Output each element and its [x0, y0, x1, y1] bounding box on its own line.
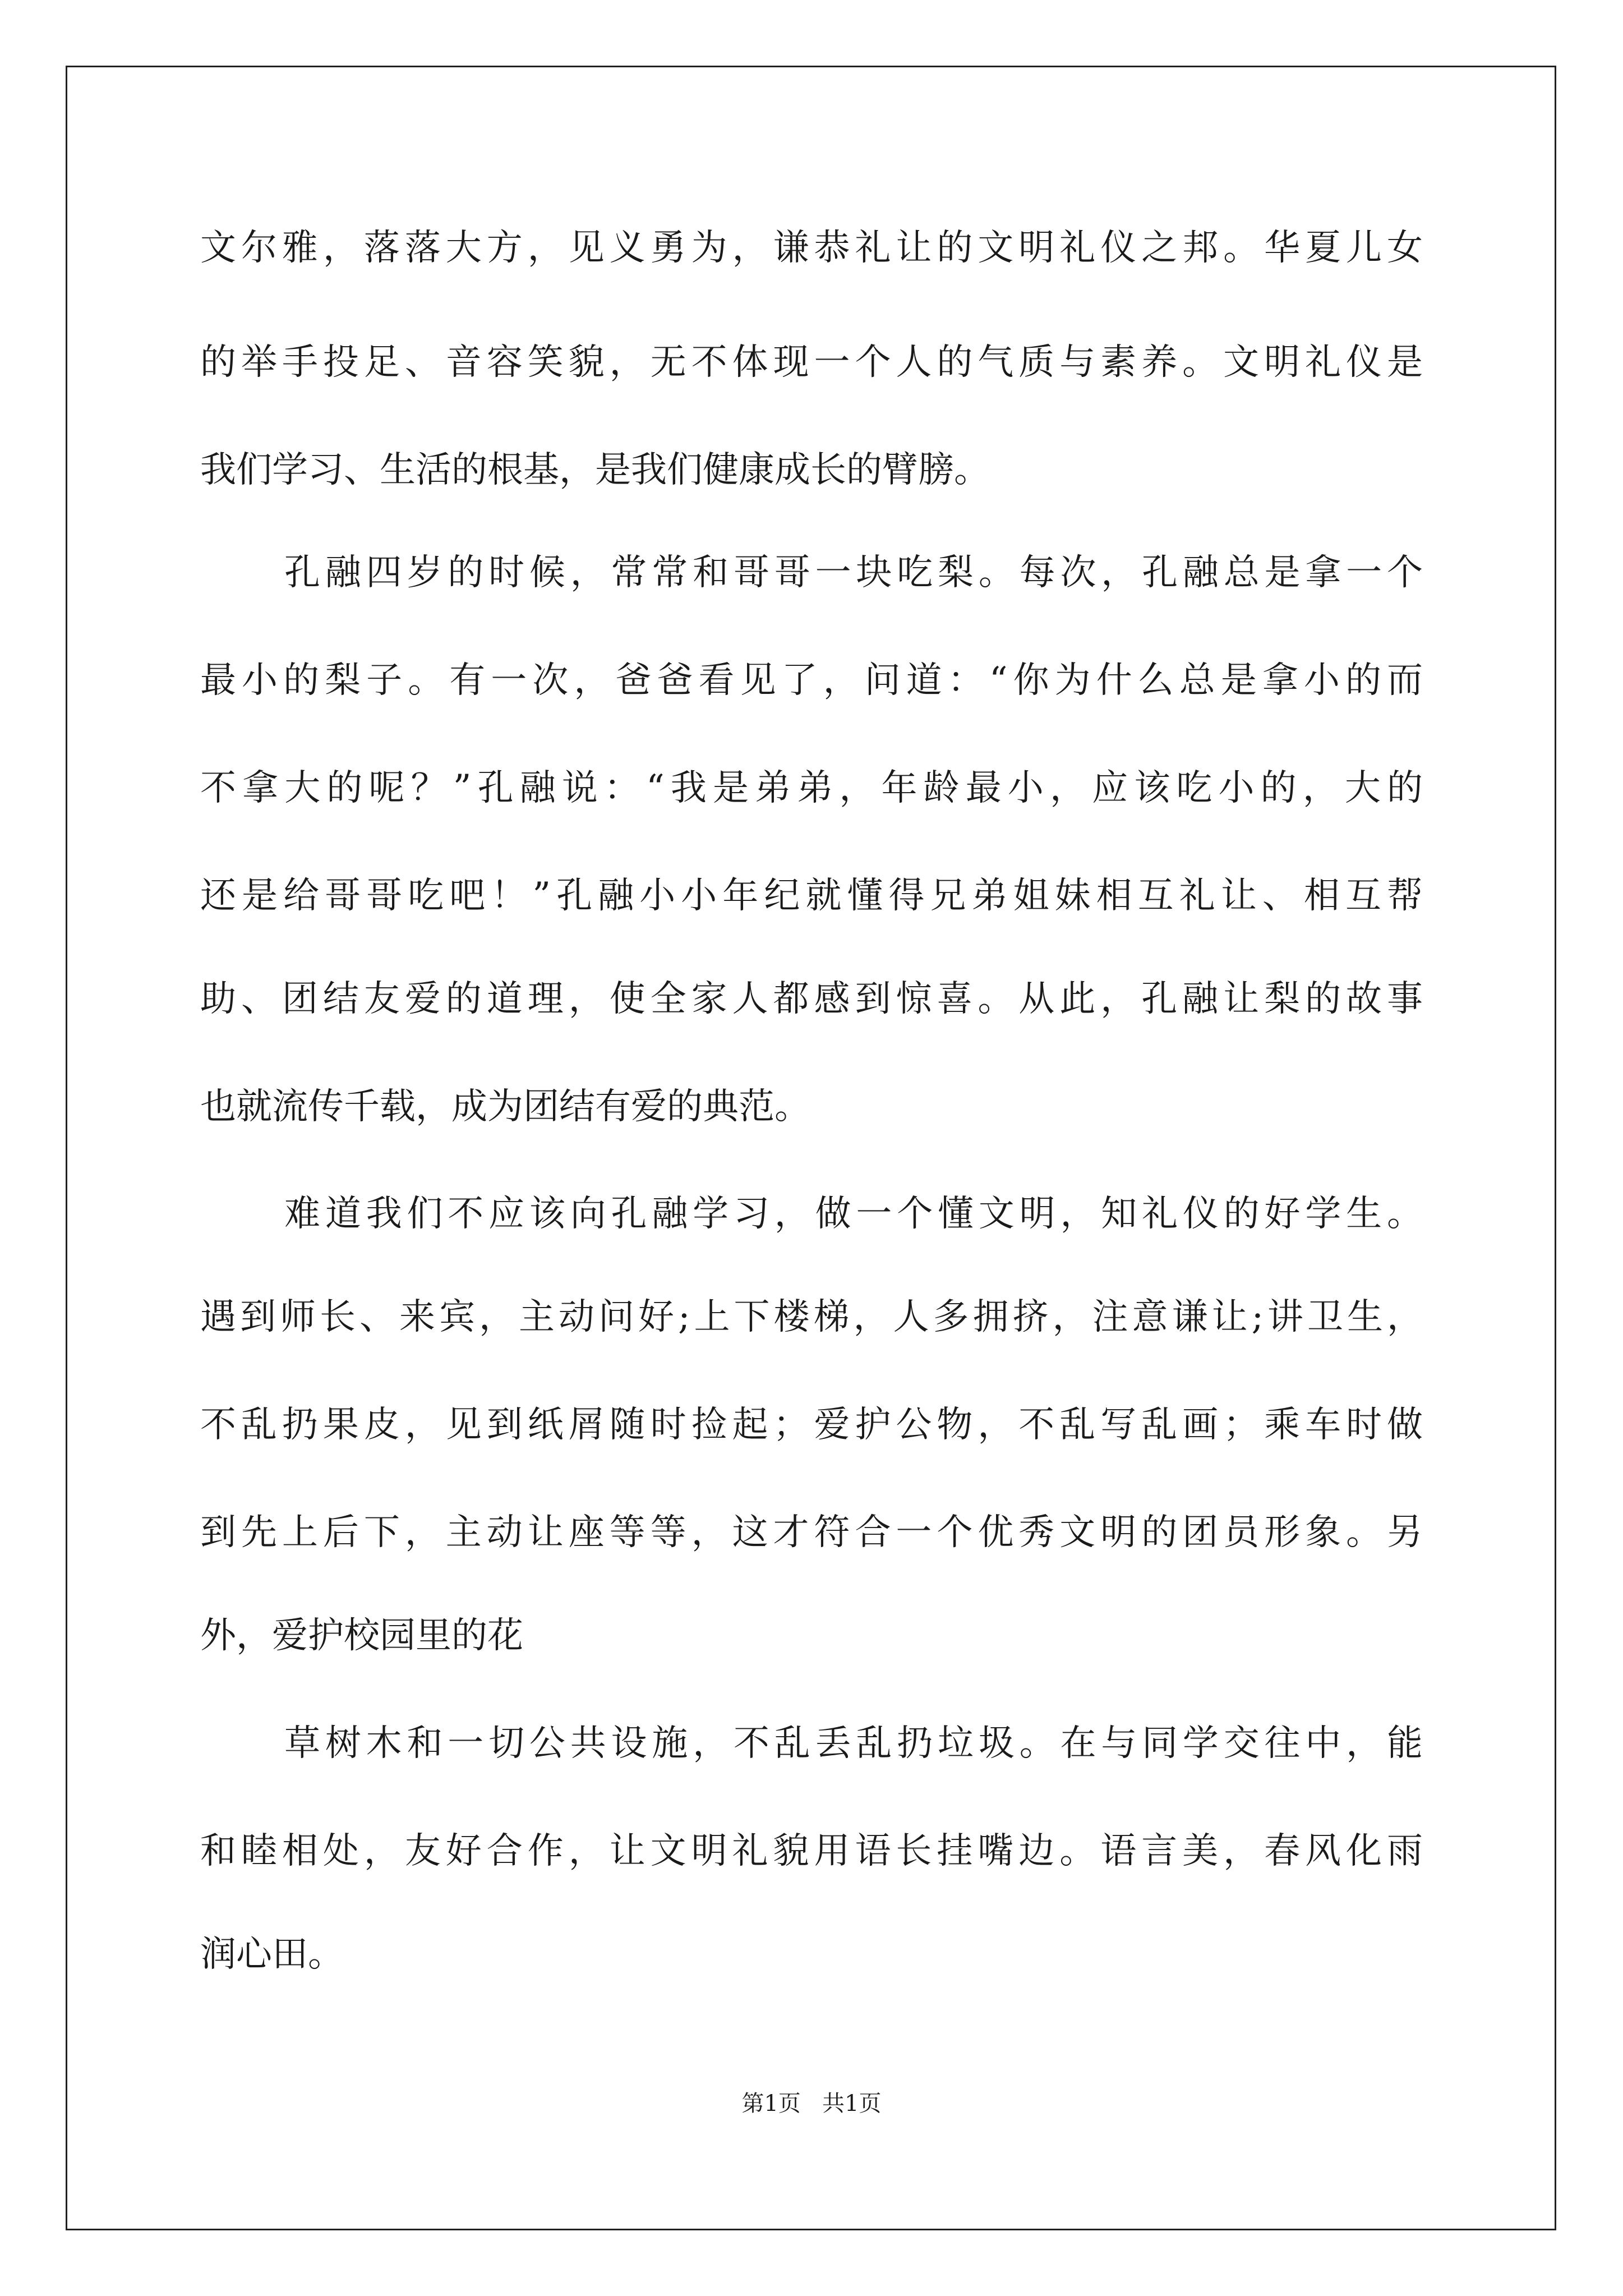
text-line: 不乱扔果皮，见到纸屑随时捡起；爱护公物，不乱写乱画；乘车时做: [200, 1404, 1423, 1446]
text-line: 我们学习、生活的根基，是我们健康成长的臂膀。: [200, 449, 990, 491]
text-line: 助、团结友爱的道理，使全家人都感到惊喜。从此，孔融让梨的故事: [200, 978, 1423, 1020]
text-line: 外，爱护校园里的花: [200, 1615, 523, 1657]
text-line: 也就流传千载，成为团结有爱的典范。: [200, 1086, 810, 1128]
page-border: [66, 66, 1556, 2230]
text-line: 文尔雅，落落大方，见义勇为，谦恭礼让的文明礼仪之邦。华夏儿女: [200, 227, 1423, 269]
paragraph-first-line: 难道我们不应该向孔融学习，做一个懂文明，知礼仪的好学生。: [284, 1193, 1423, 1235]
text-line: 遇到师长、来宾，主动问好;上下楼梯，人多拥挤，注意谦让;讲卫生，: [200, 1296, 1423, 1338]
text-line: 到先上后下，主动让座等等，这才符合一个优秀文明的团员形象。另: [200, 1512, 1423, 1553]
text-line: 不拿大的呢？”孔融说：“我是弟弟，年龄最小，应该吃小的，大的: [200, 767, 1423, 809]
text-line: 和睦相处，友好合作，让文明礼貌用语长挂嘴边。语言美，春风化雨: [200, 1830, 1423, 1872]
text-line: 还是给哥哥吃吧！”孔融小小年纪就懂得兄弟姐妹相互礼让、相互帮: [200, 875, 1423, 917]
page-footer: 第1页 共1页: [741, 2091, 882, 2116]
text-line: 最小的梨子。有一次，爸爸看见了，问道：“你为什么总是拿小的而: [200, 660, 1423, 701]
paragraph-first-line: 孔融四岁的时候，常常和哥哥一块吃梨。每次，孔融总是拿一个: [284, 552, 1423, 593]
paragraph-first-line: 草树木和一切公共设施，不乱丢乱扔垃圾。在与同学交往中，能: [284, 1723, 1423, 1764]
text-line: 润心田。: [200, 1934, 344, 1975]
text-line: 的举手投足、音容笑貌，无不体现一个人的气质与素养。文明礼仪是: [200, 342, 1423, 383]
